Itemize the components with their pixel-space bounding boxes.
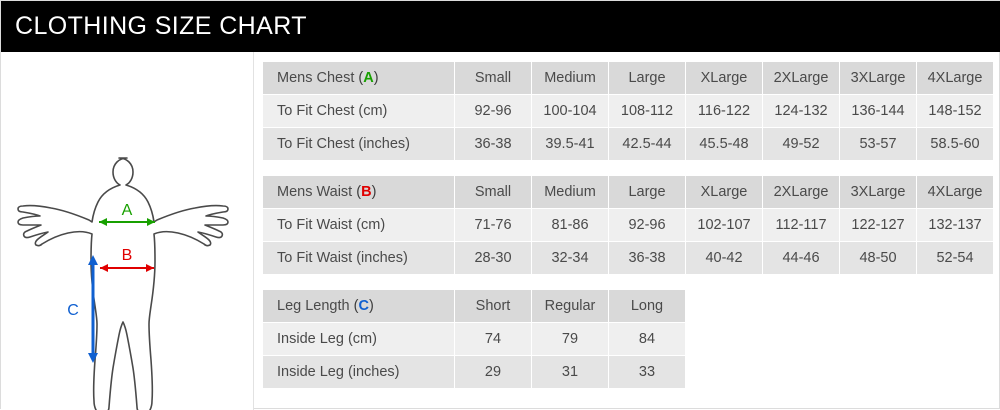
table-title-leg-length: Leg Length (C): [263, 290, 455, 323]
table-header-row: [263, 176, 994, 209]
cell: 49-52: [763, 128, 840, 161]
measure-b-label: B: [121, 247, 133, 264]
table-row: [263, 323, 686, 356]
column-header: XLarge: [686, 176, 763, 209]
letter-badge-c: C: [358, 298, 369, 314]
cell: 84: [609, 323, 686, 356]
table-title-text: Mens Waist: [277, 184, 353, 200]
cell: 40-42: [686, 242, 763, 275]
cell: 112-117: [763, 209, 840, 242]
cell: 79: [532, 323, 609, 356]
body-outline-icon: [1, 52, 253, 410]
cell: 148-152: [917, 95, 994, 128]
cell: 44-46: [763, 242, 840, 275]
cell: 116-122: [686, 95, 763, 128]
cell: 71-76: [455, 209, 532, 242]
table-title-mens-chest: Mens Chest (A): [263, 62, 455, 95]
column-header: 4XLarge: [917, 176, 994, 209]
table-title-text: Leg Length: [277, 298, 350, 314]
column-header: XLarge: [686, 62, 763, 95]
row-label: To Fit Waist (cm): [263, 209, 455, 242]
cell: 81-86: [532, 209, 609, 242]
column-header: 2XLarge: [763, 176, 840, 209]
cell: 124-132: [763, 95, 840, 128]
cell: 29: [455, 356, 532, 389]
row-label: To Fit Chest (inches): [263, 128, 455, 161]
table-mens-chest: [262, 61, 994, 161]
body-diagram-panel: [1, 52, 254, 410]
table-title-text: Mens Chest: [277, 70, 355, 86]
column-header: Short: [455, 290, 532, 323]
table-row: [263, 95, 994, 128]
column-header: Long: [609, 290, 686, 323]
cell: 28-30: [455, 242, 532, 275]
cell: 92-96: [455, 95, 532, 128]
column-header: Medium: [532, 176, 609, 209]
row-label: Inside Leg (cm): [263, 323, 455, 356]
cell: 32-34: [532, 242, 609, 275]
column-header: Medium: [532, 62, 609, 95]
table-header-row: [263, 62, 994, 95]
cell: 108-112: [609, 95, 686, 128]
row-label: To Fit Chest (cm): [263, 95, 455, 128]
cell: 31: [532, 356, 609, 389]
table-row: [263, 128, 994, 161]
table-header-row: [263, 290, 686, 323]
cell: 36-38: [455, 128, 532, 161]
cell: 39.5-41: [532, 128, 609, 161]
cell: 42.5-44: [609, 128, 686, 161]
cell: 36-38: [609, 242, 686, 275]
cell: 53-57: [840, 128, 917, 161]
page-title: CLOTHING SIZE CHART: [15, 12, 307, 40]
column-header: 4XLarge: [917, 62, 994, 95]
column-header: 3XLarge: [840, 62, 917, 95]
row-label: Inside Leg (inches): [263, 356, 455, 389]
table-title-mens-waist: Mens Waist (B): [263, 176, 455, 209]
letter-badge-a: A: [363, 70, 374, 86]
column-header: 3XLarge: [840, 176, 917, 209]
cell: 74: [455, 323, 532, 356]
cell: 132-137: [917, 209, 994, 242]
header-bar: [1, 1, 1000, 52]
column-header: Small: [455, 176, 532, 209]
cell: 122-127: [840, 209, 917, 242]
cell: 52-54: [917, 242, 994, 275]
cell: 92-96: [609, 209, 686, 242]
table-leg-length: [262, 289, 686, 389]
column-header: Small: [455, 62, 532, 95]
column-header: 2XLarge: [763, 62, 840, 95]
table-row: [263, 356, 686, 389]
table-row: [263, 209, 994, 242]
cell: 58.5-60: [917, 128, 994, 161]
measure-c-label: C: [67, 302, 79, 319]
column-header: Large: [609, 62, 686, 95]
cell: 48-50: [840, 242, 917, 275]
column-header: Large: [609, 176, 686, 209]
cell: 102-107: [686, 209, 763, 242]
cell: 45.5-48: [686, 128, 763, 161]
measure-a-label: A: [121, 202, 133, 219]
cell: 100-104: [532, 95, 609, 128]
cell: 33: [609, 356, 686, 389]
cell: 136-144: [840, 95, 917, 128]
size-tables: [253, 52, 1000, 410]
row-label: To Fit Waist (inches): [263, 242, 455, 275]
letter-badge-b: B: [361, 184, 372, 200]
column-header: Regular: [532, 290, 609, 323]
table-mens-waist: [262, 175, 994, 275]
table-row: [263, 242, 994, 275]
